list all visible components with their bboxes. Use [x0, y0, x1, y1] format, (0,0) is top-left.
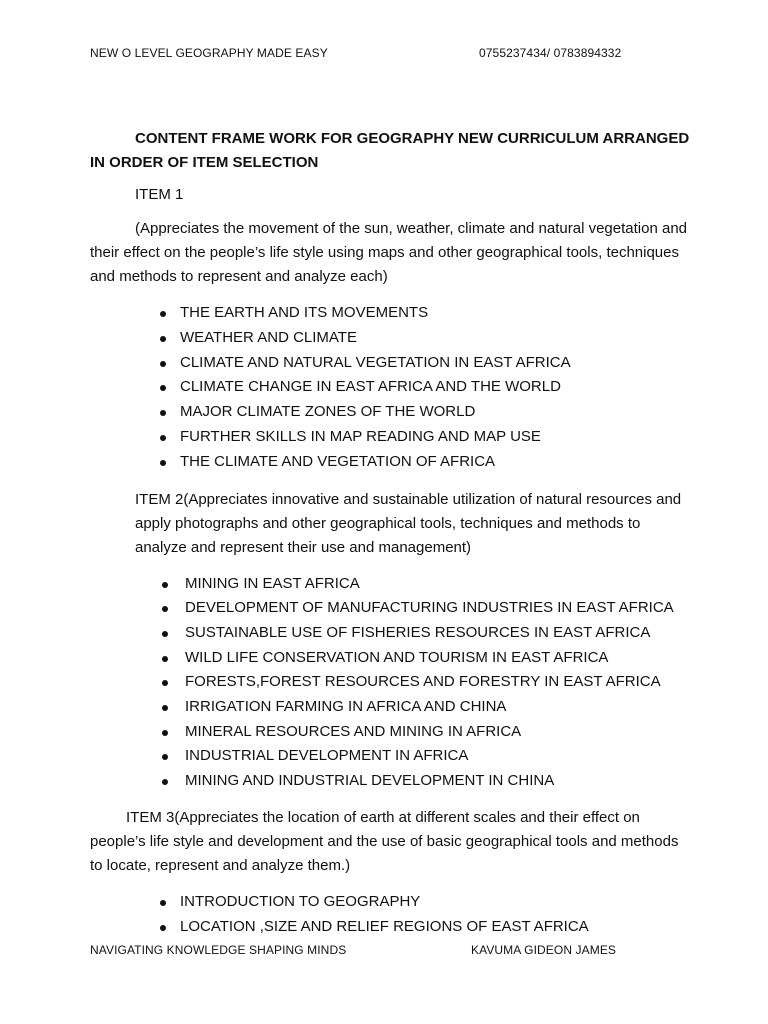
list-item: CLIMATE CHANGE IN EAST AFRICA AND THE WORLD [90, 375, 690, 400]
bullet-icon [160, 925, 166, 931]
item-1-description: (Appreciates the movement of the sun, weather, climate and natural vegetation and their effect on the people’s life style using maps and other geographical tools, techniques and methods to represent and analyze each) [90, 220, 687, 285]
footer-slogan: NAVIGATING KNOWLEDGE SHAPING MINDS [90, 943, 347, 957]
bullet-icon [160, 410, 166, 416]
list-item: SUSTAINABLE USE OF FISHERIES RESOURCES IN EAST AFRICA [90, 621, 690, 646]
list-item: FORESTS,FOREST RESOURCES AND FORESTRY IN EAST AFRICA [90, 670, 690, 695]
bullet-icon [162, 656, 168, 662]
footer-author: KAVUMA GIDEON JAMES [471, 943, 617, 957]
bullet-icon [162, 680, 168, 686]
bullet-icon [160, 460, 166, 466]
list-item: INTRODUCTION TO GEOGRAPHY [90, 890, 690, 915]
bullet-icon [162, 582, 168, 588]
bullet-icon [162, 779, 168, 785]
list-item: MINERAL RESOURCES AND MINING IN AFRICA [90, 720, 690, 745]
list-item: MINING AND INDUSTRIAL DEVELOPMENT IN CHINA [90, 769, 690, 794]
list-item: MINING IN EAST AFRICA [90, 572, 690, 597]
bullet-icon [160, 435, 166, 441]
bullet-icon [160, 336, 166, 342]
bullet-icon [160, 311, 166, 317]
page-footer [90, 943, 630, 957]
list-item: IRRIGATION FARMING IN AFRICA AND CHINA [90, 695, 690, 720]
bullet-icon [160, 385, 166, 391]
list-item: THE EARTH AND ITS MOVEMENTS [90, 301, 690, 326]
header-title: NEW O LEVEL GEOGRAPHY MADE EASY [90, 46, 328, 60]
item-2-description: ITEM 2(Appreciates innovative and sustainable utilization of natural resources and apply photographs and other geographical tools, techniques and methods to analyze and represent their use and management) [135, 490, 682, 556]
list-item: WEATHER AND CLIMATE [90, 326, 690, 351]
item-1-topic-list [90, 301, 690, 475]
bullet-icon [162, 754, 168, 760]
list-item: INDUSTRIAL DEVELOPMENT IN AFRICA [90, 744, 690, 769]
bullet-icon [162, 730, 168, 736]
bullet-icon [160, 900, 166, 906]
item-2-topic-list [90, 572, 690, 794]
list-item: DEVELOPMENT OF MANUFACTURING INDUSTRIES IN EAST AFRICA [90, 596, 690, 621]
list-item: CLIMATE AND NATURAL VEGETATION IN EAST AFRICA [90, 351, 690, 376]
list-item: MAJOR CLIMATE ZONES OF THE WORLD [90, 400, 690, 425]
item-1-heading: ITEM 1 [135, 186, 184, 203]
document-body [90, 127, 690, 939]
item-3-topic-list [90, 890, 690, 940]
page-header [90, 46, 630, 60]
document-title: CONTENT FRAME WORK FOR GEOGRAPHY NEW CURRICULUM ARRANGED IN ORDER OF ITEM SELECTION [90, 130, 690, 171]
bullet-icon [160, 361, 166, 367]
list-item: THE CLIMATE AND VEGETATION OF AFRICA [90, 450, 690, 475]
list-item: WILD LIFE CONSERVATION AND TOURISM IN EAST AFRICA [90, 646, 690, 671]
header-phone-numbers: 0755237434/ 0783894332 [479, 46, 622, 60]
list-item: LOCATION ,SIZE AND RELIEF REGIONS OF EAST AFRICA [90, 915, 690, 940]
bullet-icon [162, 631, 168, 637]
item-3-description: ITEM 3(Appreciates the location of earth at different scales and their effect on people’s life style and development and the use of basic geographical tools and methods to locate, represent and analyze them.) [90, 808, 679, 874]
list-item: FURTHER SKILLS IN MAP READING AND MAP USE [90, 425, 690, 450]
bullet-icon [162, 705, 168, 711]
bullet-icon [162, 606, 168, 612]
